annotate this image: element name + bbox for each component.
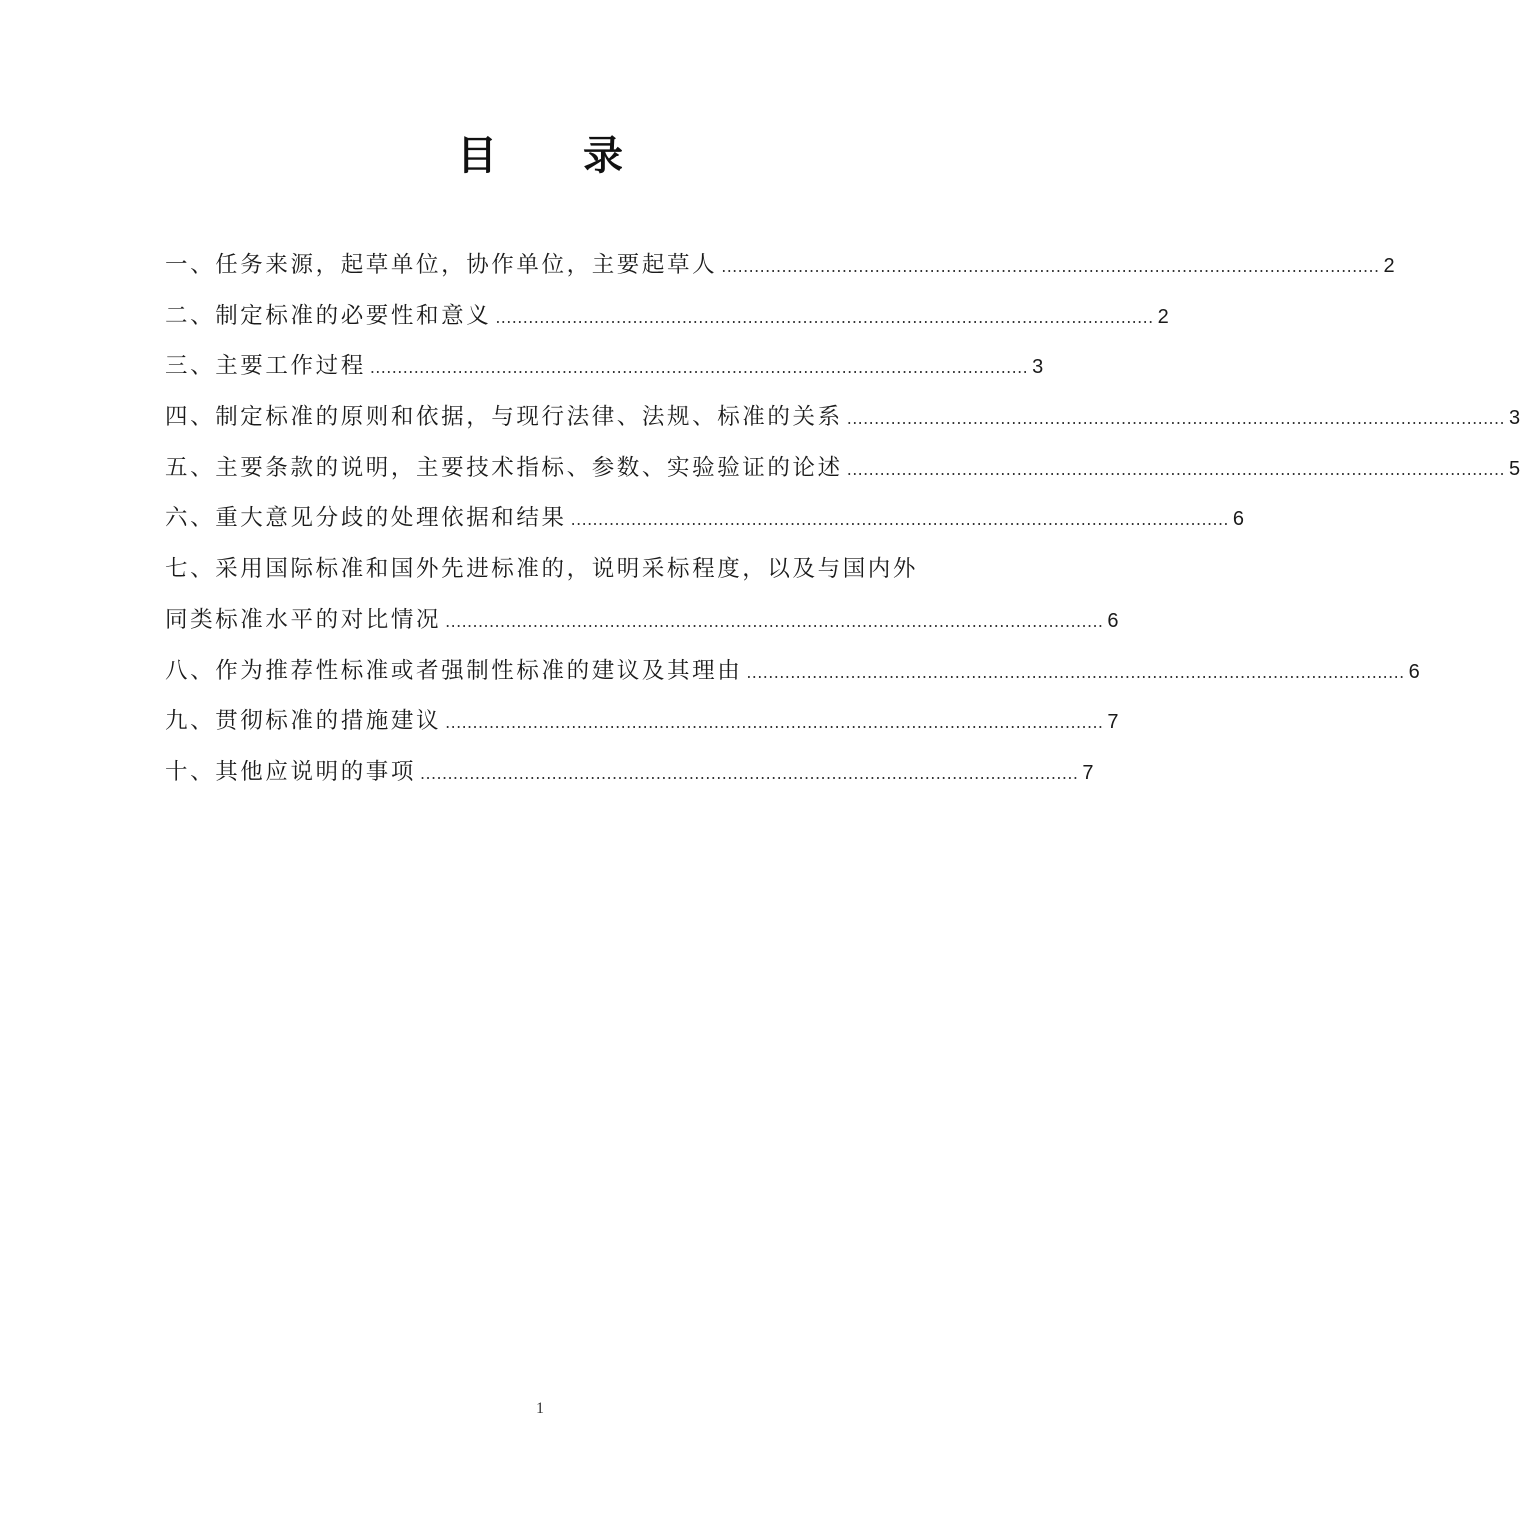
toc-entry[interactable]	[165, 544, 1119, 645]
toc-page-number: 6	[1107, 609, 1119, 632]
toc-entry-text: 十、其他应说明的事项	[165, 758, 417, 785]
toc-entry-text: 五、主要条款的说明，主要技术指标、参数、实验验证的论述	[165, 454, 843, 481]
table-of-contents	[165, 240, 1520, 798]
toc-entry[interactable]	[165, 696, 1119, 747]
toc-page-number: 6	[1408, 660, 1420, 683]
toc-page-number: 2	[1383, 255, 1395, 277]
toc-page-number: 3	[1032, 356, 1044, 379]
toc-entry-text-line1: 七、采用国际标准和国外先进标准的，说明采标程度，以及与国内外	[165, 556, 919, 583]
toc-dot-leader: ........................................................................................................................	[495, 307, 1154, 327]
toc-page-number: 3	[1509, 407, 1520, 430]
toc-page-number: 7	[1082, 761, 1094, 784]
toc-entry[interactable]	[165, 443, 1520, 494]
toc-entry[interactable]	[165, 240, 1395, 291]
toc-entry-text: 三、主要工作过程	[165, 353, 366, 380]
toc-page-number: 6	[1232, 508, 1245, 531]
toc-entry-text: 二、制定标准的必要性和意义	[165, 302, 492, 329]
toc-entry-text: 六、重大意见分歧的处理依据和结果	[165, 505, 567, 532]
toc-page-number: 2	[1157, 305, 1169, 328]
toc-dot-leader: ........................................................................................................................	[570, 510, 1229, 530]
toc-entry[interactable]	[165, 341, 1044, 392]
toc-entry[interactable]	[165, 493, 1245, 544]
toc-entry[interactable]	[165, 646, 1420, 697]
toc-page-number: 7	[1107, 711, 1119, 734]
page-footer-number: 1	[536, 1400, 544, 1417]
toc-dot-leader: ........................................................................................................................	[369, 358, 1029, 378]
toc-entry[interactable]	[165, 392, 1520, 443]
toc-dot-leader: ........................................................................................................................	[721, 257, 1380, 276]
toc-entry-text: 一、任务来源，起草单位，协作单位，主要起草人	[165, 252, 718, 278]
toc-page-number: 5	[1509, 457, 1520, 480]
toc-entry-text: 九、贯彻标准的措施建议	[165, 708, 442, 735]
toc-entry-text-line2: 同类标准水平的对比情况	[165, 606, 442, 633]
toc-entry[interactable]	[165, 747, 1094, 798]
toc-entry-text: 八、作为推荐性标准或者强制性标准的建议及其理由	[165, 657, 743, 684]
toc-dot-leader: ........................................................................................................................	[420, 763, 1079, 783]
toc-entry[interactable]	[165, 291, 1169, 342]
page-title: 目 录	[457, 133, 659, 179]
toc-dot-leader: ........................................................................................................................	[445, 713, 1104, 733]
toc-dot-leader: ........................................................................................................................	[846, 459, 1506, 479]
toc-entry-text: 四、制定标准的原则和依据，与现行法律、法规、标准的关系	[165, 404, 843, 431]
toc-dot-leader: ........................................................................................................................	[746, 662, 1405, 682]
toc-dot-leader: ........................................................................................................................	[846, 409, 1506, 429]
toc-dot-leader: ........................................................................................................................	[445, 611, 1104, 631]
